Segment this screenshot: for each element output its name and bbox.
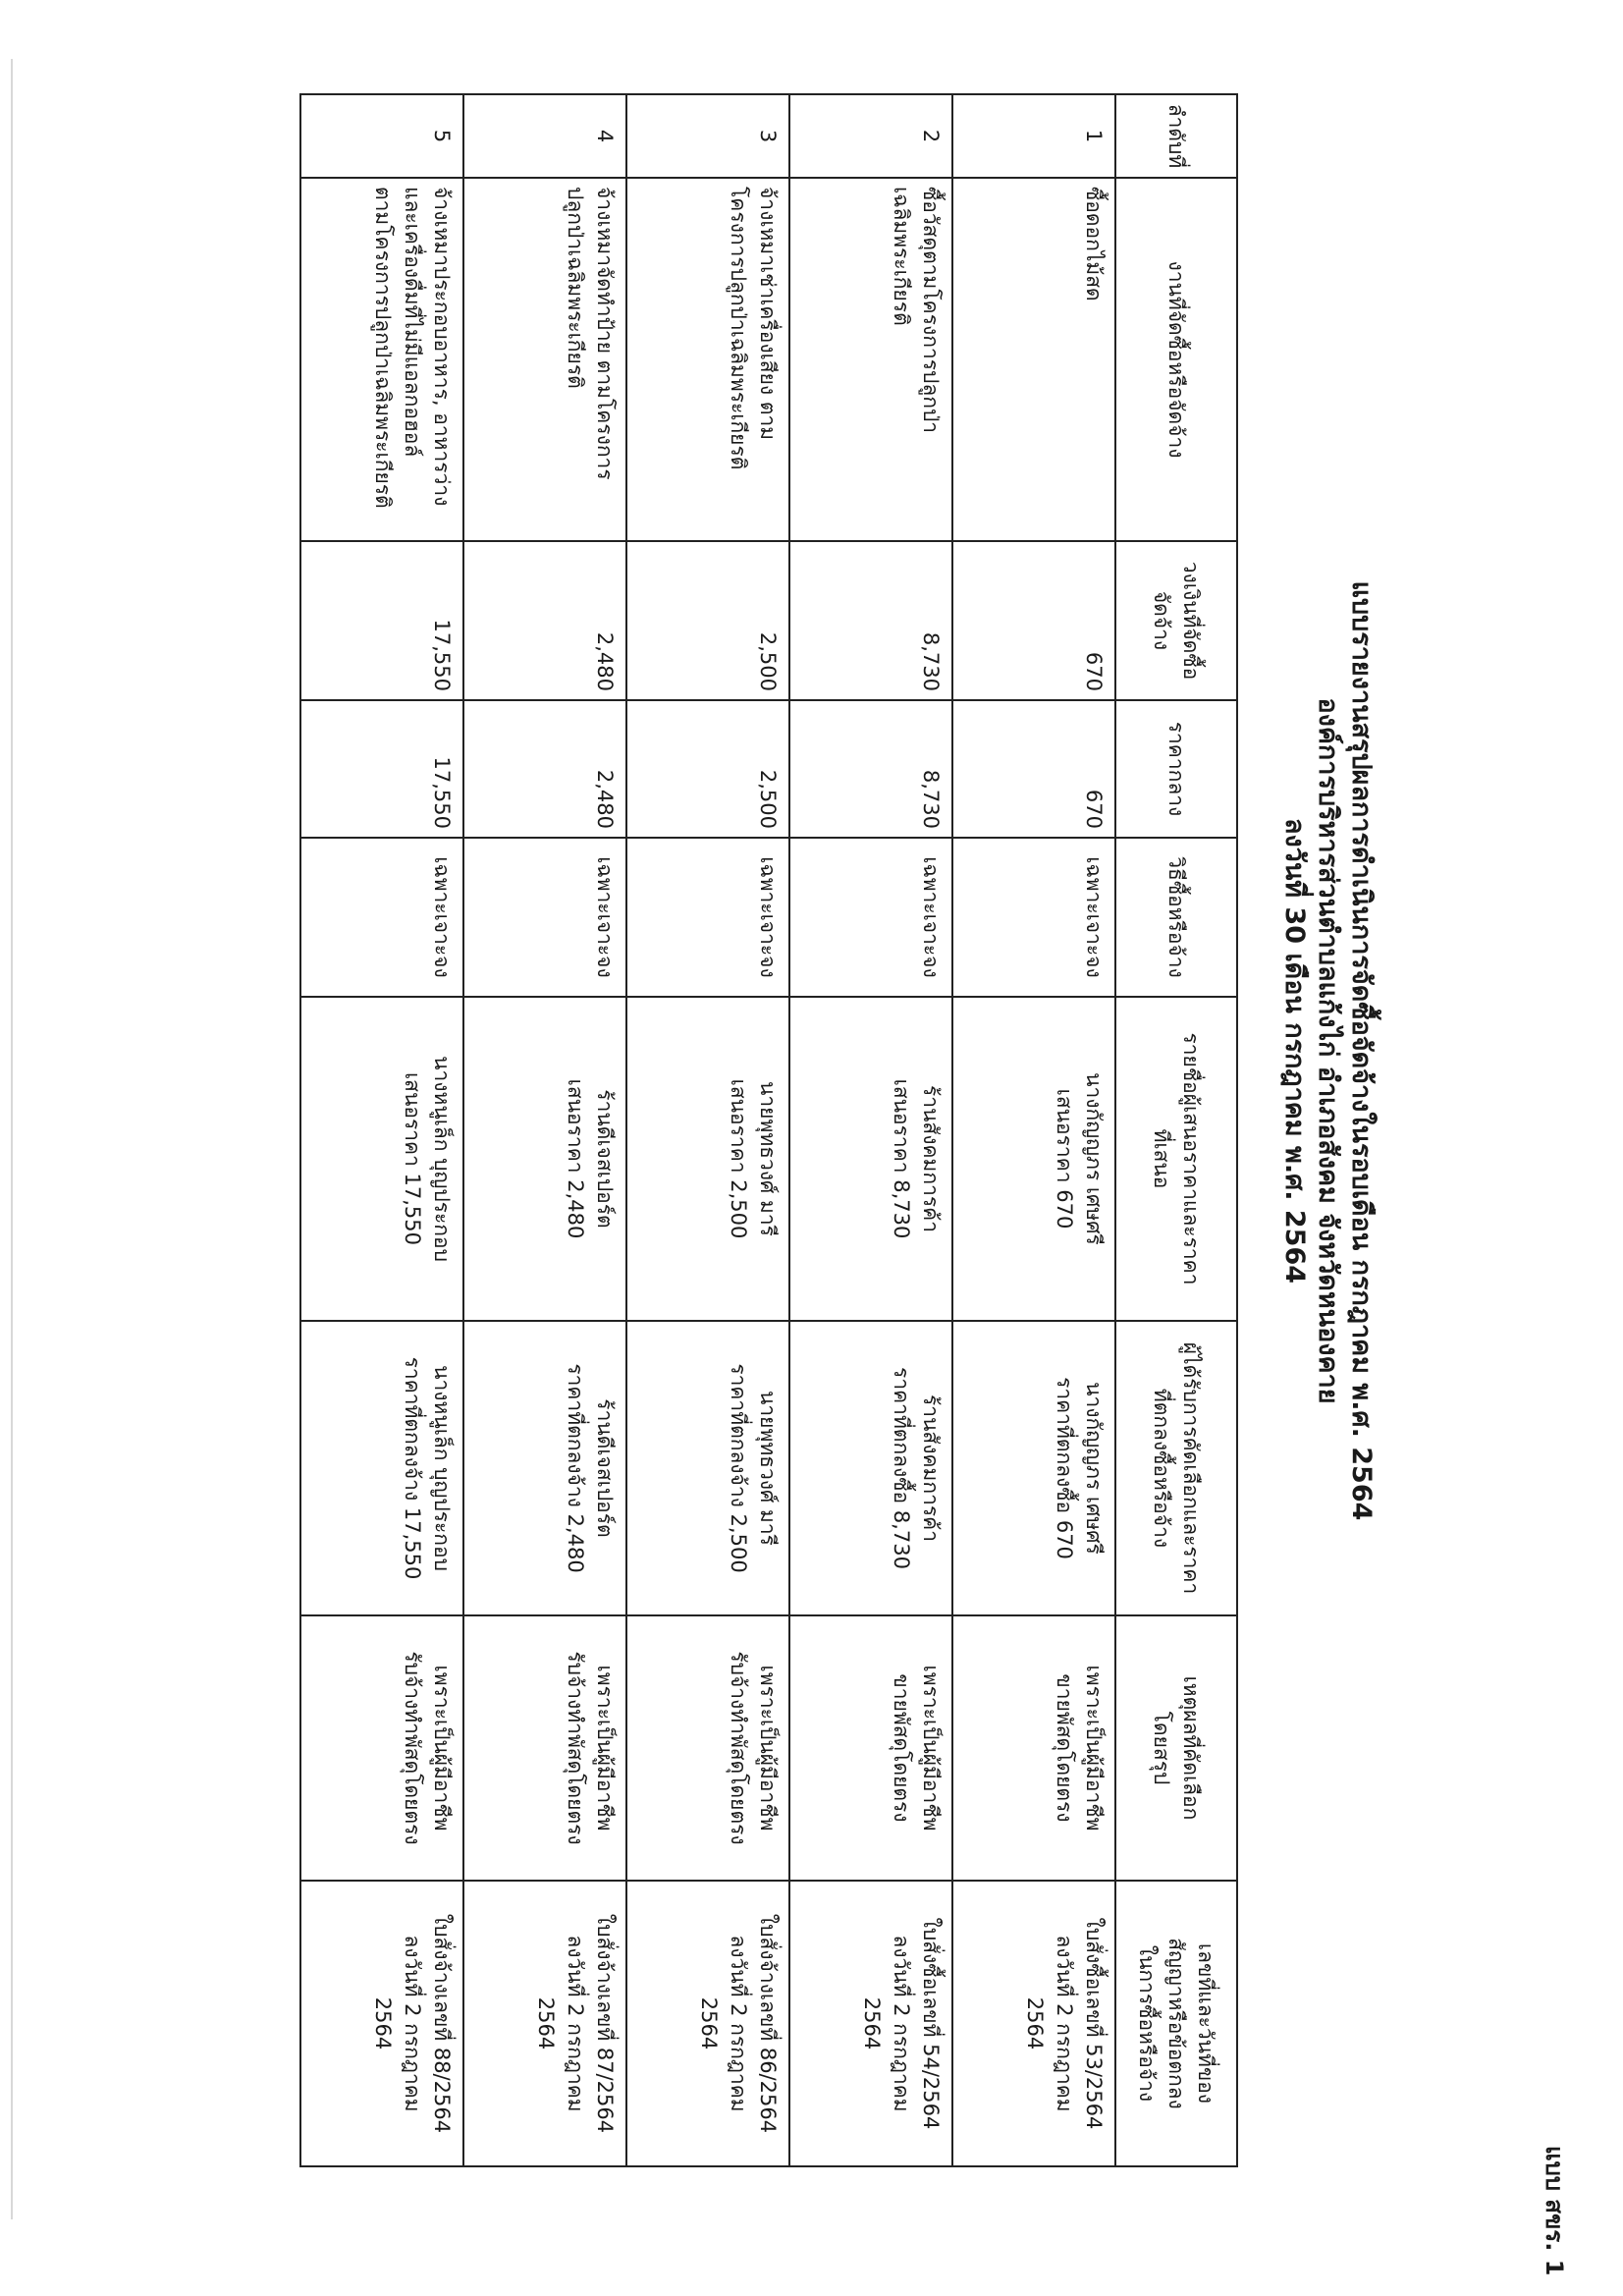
cell-reason: เพราะเป็นผู้มีอาชีพ รับจ้างทำพัสดุโดยตรง [300,1615,463,1881]
procurement-table [299,93,1238,2167]
header-median-price: ราคากลาง [1115,700,1237,838]
cell-no: 1 [952,94,1115,178]
cell-budget: 2,500 [626,541,789,700]
cell-no: 3 [626,94,789,178]
cell-work: จ้างเหมาจัดทำป้าย ตามโครงการ ปลูกป่าเฉลิมพระเกียรติ [463,178,626,541]
cell-budget: 2,480 [463,541,626,700]
cell-bidders: ร้านสังคมการค้า เสนอราคา 8,730 [789,997,952,1321]
cell-contract: ใบสั่งซื้อเลขที่ 54/2564 ลงวันที่ 2 กรกฎาคม 2564 [789,1881,952,2166]
table-row [952,94,1115,2166]
cell-contract: ใบสั่งซื้อเลขที่ 53/2564 ลงวันที่ 2 กรกฎาคม 2564 [952,1881,1115,2166]
cell-budget: 670 [952,541,1115,700]
cell-reason: เพราะเป็นผู้มีอาชีพ รับจ้างทำพัสดุโดยตรง [626,1615,789,1881]
cell-reason: เพราะเป็นผู้มีอาชีพ ขายพัสดุโดยตรง [952,1615,1115,1881]
cell-contract: ใบสั่งจ้างเลขที่ 88/2564 ลงวันที่ 2 กรกฎาคม 2564 [300,1881,463,2166]
cell-selected: นางกัญญภร เศษศรี ราคาที่ตกลงซื้อ 670 [952,1321,1115,1615]
cell-method: เฉพาะเจาะจง [952,838,1115,997]
cell-selected: นายพุทธวงศ์ มารี ราคาที่ตกลงจ้าง 2,500 [626,1321,789,1615]
header-selected: ผู้ได้รับการคัดเลือกและราคา ที่ตกลงซื้อหรือจ้าง [1115,1321,1237,1615]
report-date: ลงวันที่ 30 เดือน กรกฎาคม พ.ศ. 2564 [1279,817,1310,1285]
scan-edge-line [11,59,13,2219]
cell-reason: เพราะเป็นผู้มีอาชีพ ขายพัสดุโดยตรง [789,1615,952,1881]
table-header-row [1115,94,1237,2166]
cell-selected: นางหนูเล็ก บุญประกอบ ราคาที่ตกลงจ้าง 17,550 [300,1321,463,1615]
cell-method: เฉพาะเจาะจง [300,838,463,997]
cell-method: เฉพาะเจาะจง [463,838,626,997]
cell-budget: 17,550 [300,541,463,700]
header-method: วิธีซื้อหรือจ้าง [1115,838,1237,997]
cell-reason: เพราะเป็นผู้มีอาชีพ รับจ้างทำพัสดุโดยตรง [463,1615,626,1881]
report-title: แบบรายงานสรุปผลการดำเนินการจัดซื้อจัดจ้างในรอบเดือน กรกฎาคม พ.ศ. 2564 [1346,580,1377,1521]
cell-contract: ใบสั่งจ้างเลขที่ 87/2564 ลงวันที่ 2 กรกฎาคม 2564 [463,1881,626,2166]
cell-median-price: 17,550 [300,700,463,838]
cell-median-price: 8,730 [789,700,952,838]
cell-median-price: 2,500 [626,700,789,838]
cell-bidders: นางกัญญภร เศษศรี เสนอราคา 670 [952,997,1115,1321]
table-row [463,94,626,2166]
header-contract: เลขที่และวันที่ของ สัญญาหรือข้อตกลง ในการซื้อหรือจ้าง [1115,1881,1237,2166]
table-row [300,94,463,2166]
header-reason: เหตุผลที่คัดเลือก โดยสรุป [1115,1615,1237,1881]
cell-no: 2 [789,94,952,178]
organization-name: องค์การบริหารส่วนตำบลแก้งไก่ อำเภอสังคม จังหวัดหนองคาย [1313,697,1343,1404]
cell-median-price: 670 [952,700,1115,838]
cell-work: ซื้อวัสดุตามโครงการปลูกป่า เฉลิมพระเกียรติ [789,178,952,541]
cell-contract: ใบสั่งจ้างเลขที่ 86/2564 ลงวันที่ 2 กรกฎาคม 2564 [626,1881,789,2166]
form-code: แบบ สขร. 1 [1541,2146,1568,2276]
header-no: ลำดับที่ [1115,94,1237,178]
cell-budget: 8,730 [789,541,952,700]
report-title-block [1277,167,1378,1935]
cell-no: 5 [300,94,463,178]
cell-bidders: ร้านดีเจสเปอร์ต เสนอราคา 2,480 [463,997,626,1321]
header-bidders: รายชื่อผู้เสนอราคาและราคา ที่เสนอ [1115,997,1237,1321]
table-row [626,94,789,2166]
header-work: งานที่จัดซื้อหรือจัดจ้าง [1115,178,1237,541]
cell-median-price: 2,480 [463,700,626,838]
cell-method: เฉพาะเจาะจง [626,838,789,997]
cell-work: จ้างเหมาประกอบอาหาร, อาหารว่าง และเครื่องดื่มที่ไม่มีแอลกอฮอล์ ตามโครงการปลูกป่าเฉลิมพระเกียรติ [300,178,463,541]
cell-selected: ร้านสังคมการค้า ราคาที่ตกลงซื้อ 8,730 [789,1321,952,1615]
cell-work: จ้างเหมาเช่าเครื่องเสียง ตาม โครงการปลูกป่าเฉลิมพระเกียรติ [626,178,789,541]
table-row [789,94,952,2166]
cell-bidders: นายพุทธวงศ์ มารี เสนอราคา 2,500 [626,997,789,1321]
cell-method: เฉพาะเจาะจง [789,838,952,997]
cell-no: 4 [463,94,626,178]
header-budget: วงเงินที่จัดซื้อ จัดจ้าง [1115,541,1237,700]
cell-work: ซื้อดอกไม้สด [952,178,1115,541]
cell-selected: ร้านดีเจสเปอร์ต ราคาที่ตกลงจ้าง 2,480 [463,1321,626,1615]
cell-bidders: นางหนูเล็ก บุญประกอบ เสนอราคา 17,550 [300,997,463,1321]
